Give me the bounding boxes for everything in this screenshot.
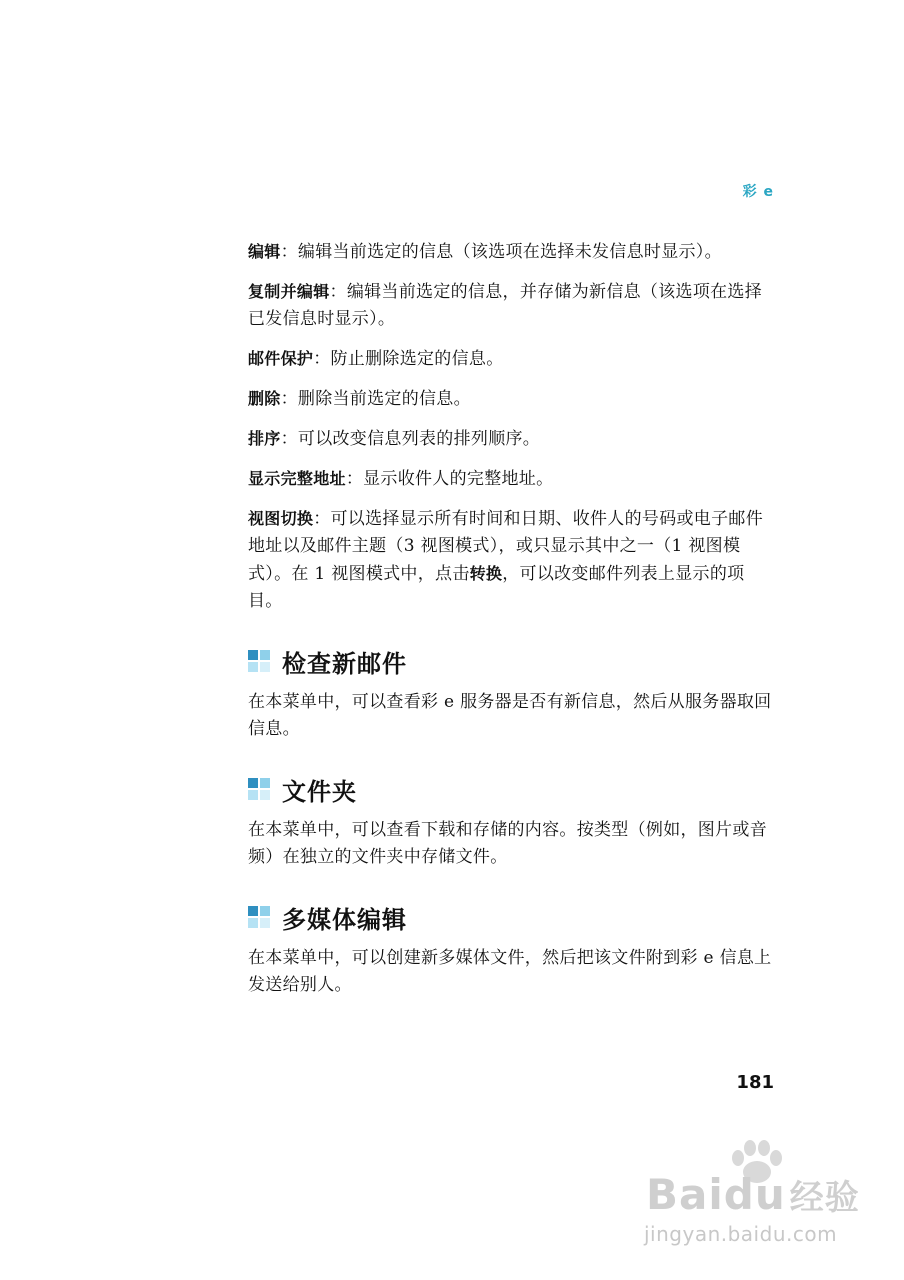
menu-item-view-switch	[248, 505, 778, 615]
section-multimedia-edit	[248, 899, 778, 999]
item-text: ：可以选择显示所有时间和日期、收件人的号码或电子邮件地址以及邮件主题（3 视图模式），或只显示其中之一（1 视图模式）。在 1 视图模式中，点击	[248, 509, 764, 584]
section-title: 文件夹	[282, 777, 357, 806]
item-text-tail: ，可以改变邮件列表上显示的项目。	[248, 564, 745, 611]
section-header	[248, 643, 778, 679]
item-text: ：删除当前选定的信息。	[280, 389, 471, 409]
section-header	[248, 771, 778, 807]
menu-item-protect	[248, 345, 778, 373]
header-tag: 彩 e	[742, 184, 774, 200]
item-text: ：防止删除选定的信息。	[313, 349, 504, 369]
section-body: 在本菜单中，可以查看彩 e 服务器是否有新信息，然后从服务器取回信息。	[248, 692, 772, 739]
page-content	[248, 238, 778, 999]
menu-item-full-address	[248, 465, 778, 493]
section-square-icon	[248, 778, 270, 800]
item-term: 视图切换	[248, 509, 314, 528]
item-bold-word: 转换	[469, 564, 503, 583]
item-text: ：编辑当前选定的信息，并存储为新信息（该选项在选择已发信息时显示）。	[248, 282, 763, 329]
item-term: 编辑	[248, 242, 281, 261]
watermark-url: jingyan.baidu.com	[644, 1222, 838, 1246]
item-text: ：显示收件人的完整地址。	[345, 469, 554, 489]
item-text: ：可以改变信息列表的排列顺序。	[280, 429, 541, 449]
section-title: 多媒体编辑	[282, 905, 407, 934]
section-body: 在本菜单中，可以查看下载和存储的内容。按类型（例如，图片或音频）在独立的文件夹中存储文件。	[248, 820, 767, 867]
item-term: 邮件保护	[248, 349, 314, 368]
section-folders	[248, 771, 778, 871]
section-square-icon	[248, 650, 270, 672]
baidu-watermark	[640, 1140, 890, 1250]
page-number: 181	[736, 1072, 774, 1093]
section-body: 在本菜单中，可以创建新多媒体文件，然后把该文件附到彩 e 信息上发送给别人。	[248, 948, 772, 995]
item-term: 复制并编辑	[248, 282, 330, 301]
item-term: 排序	[248, 429, 281, 448]
item-text: ：编辑当前选定的信息（该选项在选择未发信息时显示）。	[280, 242, 722, 262]
section-header	[248, 899, 778, 935]
menu-item-delete	[248, 385, 778, 413]
item-term: 删除	[248, 389, 281, 408]
section-check-mail	[248, 643, 778, 743]
menu-item-copy-edit	[248, 278, 778, 333]
watermark-brand-cn: 经验	[789, 1178, 860, 1218]
menu-item-edit	[248, 238, 778, 266]
item-term: 显示完整地址	[248, 469, 346, 488]
watermark-brand	[646, 1170, 860, 1219]
watermark-brand-latin: Baidu	[646, 1170, 786, 1219]
section-square-icon	[248, 906, 270, 928]
section-title: 检查新邮件	[282, 649, 407, 678]
menu-item-sort	[248, 425, 778, 453]
